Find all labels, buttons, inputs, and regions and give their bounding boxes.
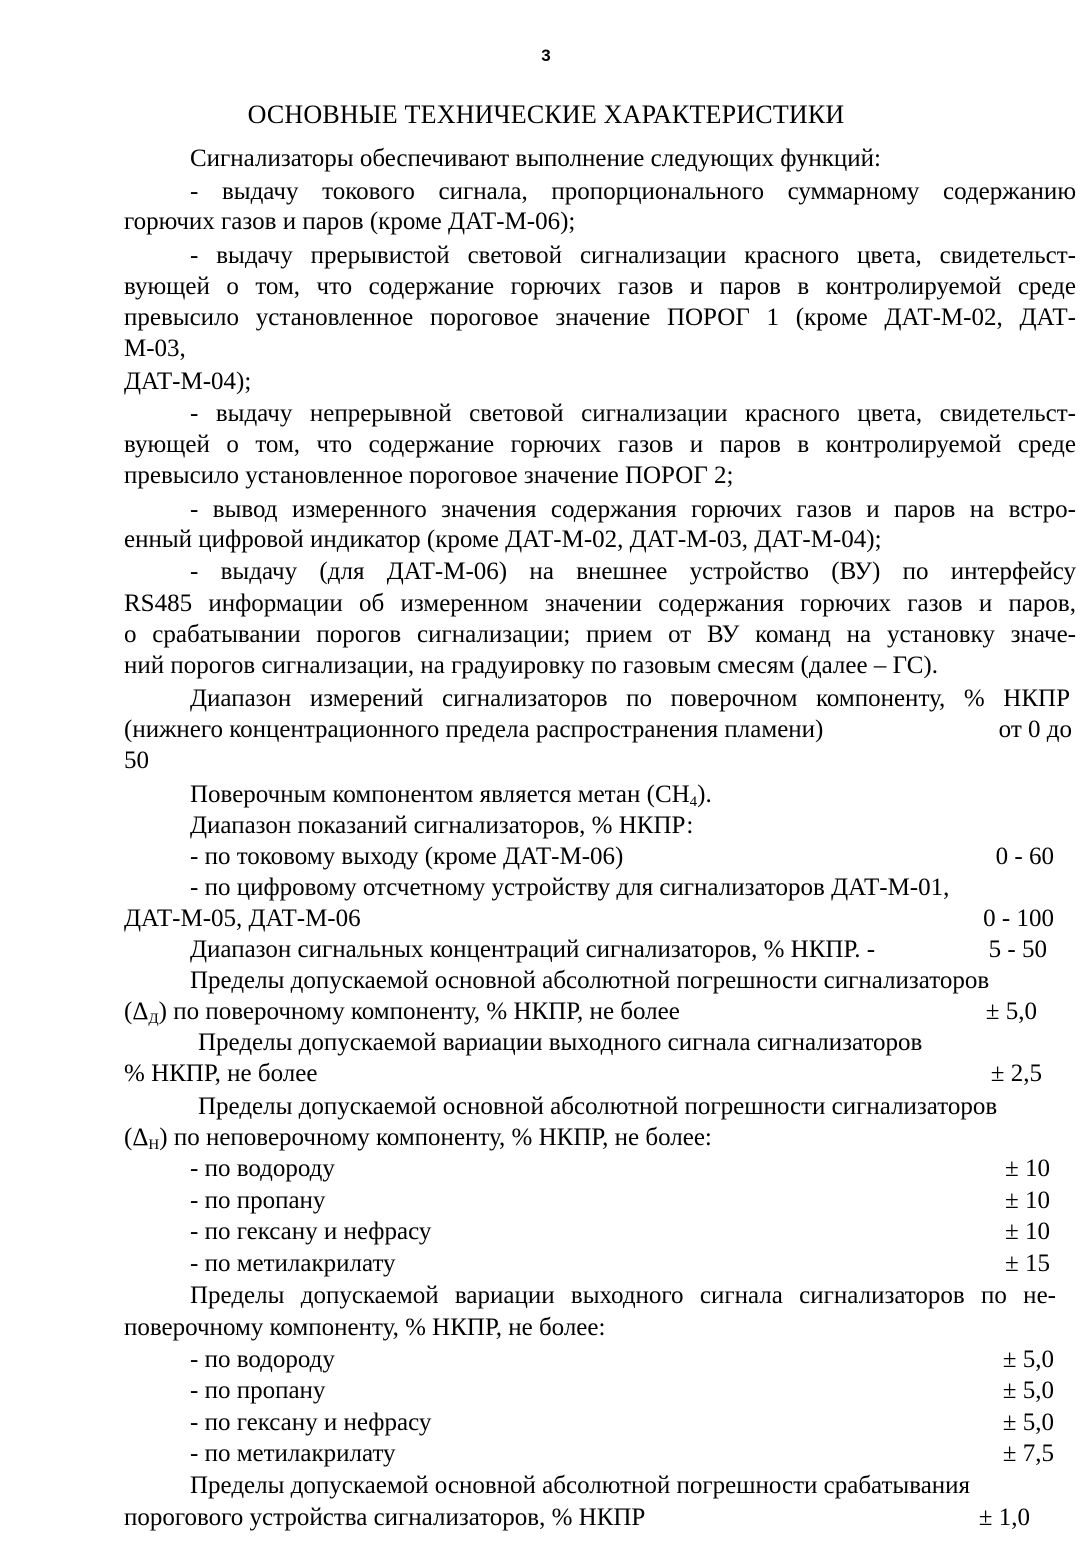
basic-error-value: ± 5,0	[985, 998, 1037, 1025]
function-line: М-03,	[124, 335, 186, 362]
function-line: - выдачу прерывистой световой сигнализации красного цвета, свидетельст-	[190, 242, 1076, 269]
component-line	[190, 779, 712, 810]
variation-value: ± 2,5	[990, 1060, 1042, 1087]
range-line: Диапазон измерений сигнализаторов по поверочном компоненту, % НКПР	[190, 685, 1070, 712]
list-item-value: ± 5,0	[1002, 1409, 1054, 1436]
readings-digital-label: ДАТ-М-05, ДАТ-М-06	[124, 905, 361, 932]
delta-subscript: Д	[148, 1011, 159, 1027]
nonverif-error-text: ) по неповерочному компоненту, % НКПР, не более:	[159, 1124, 712, 1151]
function-line: вующей о том, что содержание горючих газов и паров в контролируемой среде	[124, 273, 1076, 300]
delta-subscript: Н	[148, 1137, 160, 1153]
function-line: RS485 информации об измеренном значении содержания горючих газов и паров,	[124, 590, 1076, 617]
readings-current-label: - по токовому выходу (кроме ДАТ-М-06)	[190, 843, 624, 870]
list-item-label: - по водороду	[190, 1155, 335, 1182]
list-item-value: ± 15	[1005, 1250, 1050, 1277]
list-item-value: ± 10	[1005, 1155, 1050, 1182]
function-line: енный цифровой индикатор (кроме ДАТ-М-02, ДАТ-М-03, ДАТ-М-04);	[124, 526, 882, 553]
list-item-value: ± 5,0	[1002, 1377, 1054, 1404]
function-line: - вывод измеренного значения содержания горючих газов и паров на встро-	[190, 496, 1076, 523]
range-value: от 0 до	[998, 716, 1072, 743]
readings-digital-label: - по цифровому отсчетному устройству для сигнализаторов ДАТ-М-01,	[190, 874, 950, 901]
component-subscript: 4	[689, 794, 698, 810]
nonverif-variation-line: Пределы допускаемой вариации выходного сигнала сигнализаторов по не-	[190, 1282, 1056, 1309]
range-line: (нижнего концентрационного предела распространения пламени)	[124, 716, 824, 743]
basic-error-text: ) по поверочному компоненту, % НКПР, не более	[158, 998, 680, 1025]
range-line: 50	[124, 747, 149, 774]
delta-symbol: (Δ	[124, 998, 149, 1025]
basic-error-line	[124, 996, 680, 1027]
function-line: превысило установленное пороговое значение ПОРОГ 1 (кроме ДАТ-М-02, ДАТ-	[124, 304, 1076, 331]
function-line: ДАТ-М-04);	[124, 368, 252, 395]
page-number: 3	[541, 46, 551, 65]
function-line: - выдачу непрерывной световой сигнализации красного цвета, свидетельст-	[190, 400, 1076, 427]
threshold-error-line: Пределы допускаемой основной абсолютной погрешности срабатывания	[190, 1472, 971, 1499]
function-line: о срабатывании порогов сигнализации; прием от ВУ команд на установку значе-	[124, 621, 1076, 648]
readings-digital-value: 0 - 100	[983, 905, 1054, 932]
list-item-value: ± 10	[1005, 1187, 1050, 1214]
function-line: вующей о том, что содержание горючих газов и паров в контролируемой среде	[124, 431, 1076, 458]
component-tail: ).	[697, 781, 712, 808]
delta-symbol: (Δ	[124, 1124, 149, 1151]
threshold-error-value: ± 1,0	[978, 1504, 1030, 1531]
function-line: превысило установленное пороговое значение ПОРОГ 2;	[124, 462, 734, 489]
list-item-label: - по пропану	[190, 1187, 326, 1214]
list-item-label: - по гексану и нефрасу	[190, 1409, 432, 1436]
list-item-label: - по метилакрилату	[190, 1440, 396, 1467]
nonverif-error-line	[124, 1122, 712, 1153]
readings-current-value: 0 - 60	[995, 843, 1054, 870]
list-item-label: - по водороду	[190, 1346, 335, 1373]
list-item-value: ± 7,5	[1002, 1440, 1054, 1467]
signal-conc-label: Диапазон сигнальных концентраций сигнализаторов, % НКПР. -	[190, 936, 876, 963]
threshold-error-line: порогового устройства сигнализаторов, % НКПР	[124, 1504, 646, 1531]
list-item-label: - по метилакрилату	[190, 1250, 396, 1277]
function-line: - выдачу токового сигнала, пропорционального суммарному содержанию	[190, 178, 1076, 205]
list-item-value: ± 5,0	[1002, 1346, 1054, 1373]
list-item-label: - по пропану	[190, 1377, 326, 1404]
intro-text: Сигнализаторы обеспечивают выполнение следующих функций:	[190, 145, 881, 172]
function-line: ний порогов сигнализации, на градуировку по газовым смесям (далее – ГС).	[124, 652, 938, 679]
nonverif-variation-line: поверочному компоненту, % НКПР, не более:	[124, 1314, 606, 1341]
variation-line: % НКПР, не более	[124, 1060, 318, 1087]
function-line: горючих газов и паров (кроме ДАТ-М-06);	[124, 208, 576, 235]
readings-heading: Диапазон показаний сигнализаторов, % НКПР:	[190, 812, 694, 839]
list-item-value: ± 10	[1005, 1218, 1050, 1245]
basic-error-line: Пределы допускаемой основной абсолютной погрешности сигнализаторов	[190, 967, 990, 994]
list-item-label: - по гексану и нефрасу	[190, 1218, 432, 1245]
page-title: ОСНОВНЫЕ ТЕХНИЧЕСКИЕ ХАРАКТЕРИСТИКИ	[247, 100, 845, 129]
signal-conc-value: 5 - 50	[988, 936, 1047, 963]
function-line: - выдачу (для ДАТ-М-06) на внешнее устройство (ВУ) по интерфейсу	[190, 558, 1076, 585]
nonverif-error-line: Пределы допускаемой основной абсолютной погрешности сигнализаторов	[198, 1093, 998, 1120]
component-text: Поверочным компонентом является метан (CH	[190, 781, 690, 808]
variation-line: Пределы допускаемой вариации выходного сигнала сигнализаторов	[198, 1029, 923, 1056]
